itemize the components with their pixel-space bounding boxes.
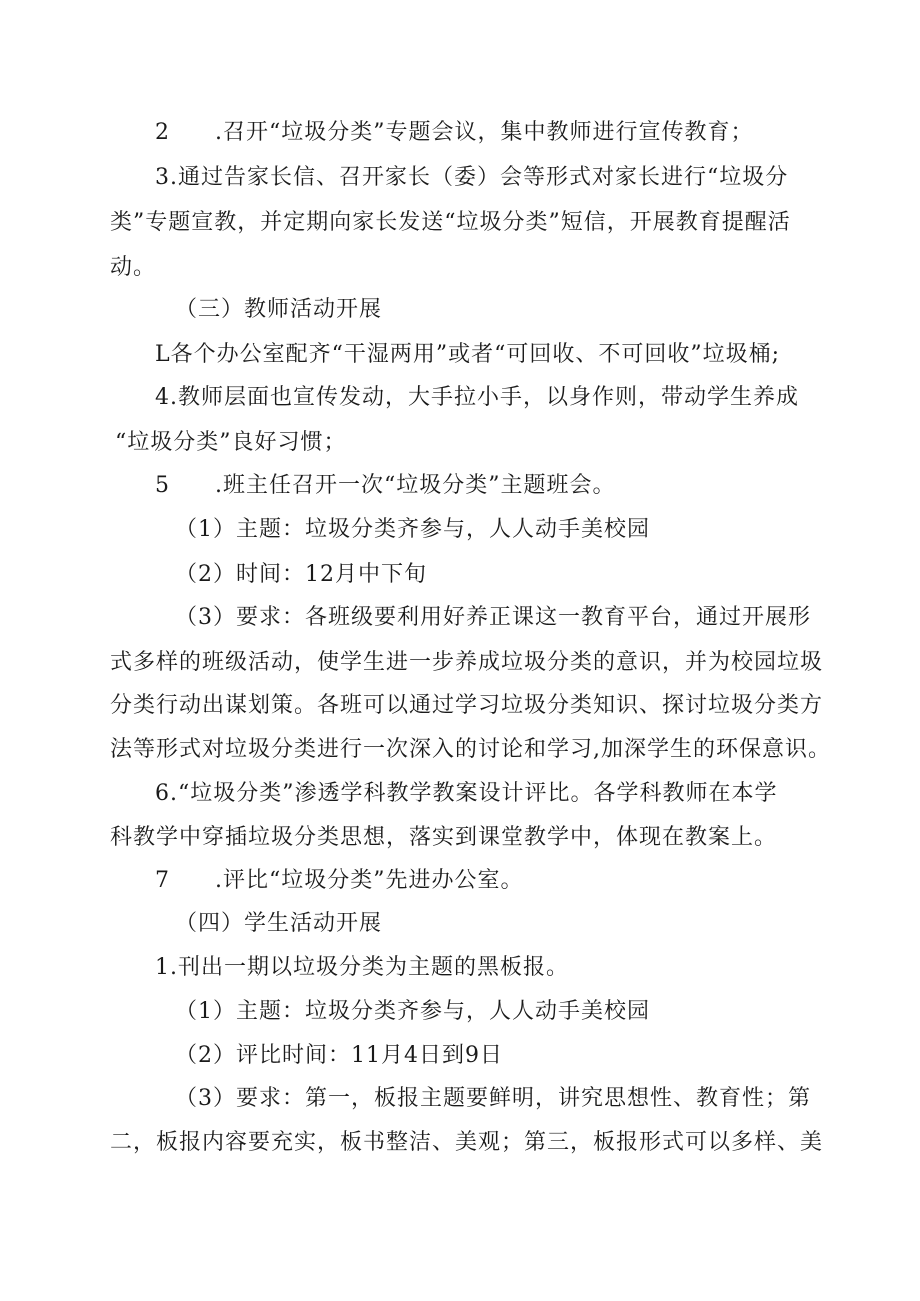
sub-item: （1）主题：垃圾分类齐参与，人人动手美校园: [175, 517, 650, 542]
paragraph-line: “垃圾分类”良好习惯；: [115, 430, 347, 455]
paragraph-line: （3）要求：各班级要利用好养正课这一教育平台，通过开展形: [175, 605, 811, 630]
paragraph-line: L各个办公室配齐“干湿两用”或者“可回收、不可回收”垃圾桶;: [155, 342, 781, 367]
list-number: 7: [155, 868, 170, 893]
paragraph-line: 3.通过告家长信、召开家长（委）会等形式对家长进行“垃圾分: [155, 165, 789, 190]
paragraph-line: 动。: [110, 255, 157, 280]
section-heading: （四）学生活动开展: [175, 911, 383, 936]
list-item-text: .班主任召开一次“垃圾分类”主题班会。: [215, 473, 616, 498]
paragraph-line: 类”专题宣教，并定期向家长发送“垃圾分类”短信，开展教育提醒活: [110, 210, 791, 235]
paragraph-line: 法等形式对垃圾分类进行一次深入的讨论和学习,加深学生的环保意识。: [110, 737, 831, 762]
paragraph-line: 1.刊出一期以垃圾分类为主题的黑板报。: [155, 955, 569, 980]
sub-item: （2）时间：12月中下旬: [175, 562, 427, 587]
paragraph-line: 二，板报内容要充实，板书整洁、美观；第三，板报形式可以多样、美: [110, 1130, 824, 1155]
list-number: 5: [155, 473, 170, 498]
list-item-text: .召开“垃圾分类”专题会议，集中教师进行宣传教育；: [215, 120, 754, 145]
section-heading: （三）教师活动开展: [175, 297, 383, 322]
paragraph-line: 分类行动出谋划策。各班可以通过学习垃圾分类知识、探讨垃圾分类方: [110, 693, 824, 718]
paragraph-line: 6.“垃圾分类”渗透学科教学教案设计评比。各学科教师在本学: [155, 781, 778, 806]
sub-item: （2）评比时间：11月4日到9日: [175, 1043, 503, 1068]
paragraph-line: 科教学中穿插垃圾分类思想，落实到课堂教学中，体现在教案上。: [110, 825, 778, 850]
paragraph-line: （3）要求：第一，板报主题要鲜明，讲究思想性、教育性；第: [175, 1086, 811, 1111]
paragraph-line: 式多样的班级活动，使学生进一步养成垃圾分类的意识，并为校园垃圾: [110, 650, 824, 675]
paragraph-line: 4.教师层面也宣传发动，大手拉小手，以身作则，带动学生养成: [155, 385, 799, 410]
list-number: 2: [155, 120, 170, 145]
list-item-text: .评比“垃圾分类”先进办公室。: [215, 868, 524, 893]
sub-item: （1）主题：垃圾分类齐参与，人人动手美校园: [175, 999, 650, 1024]
